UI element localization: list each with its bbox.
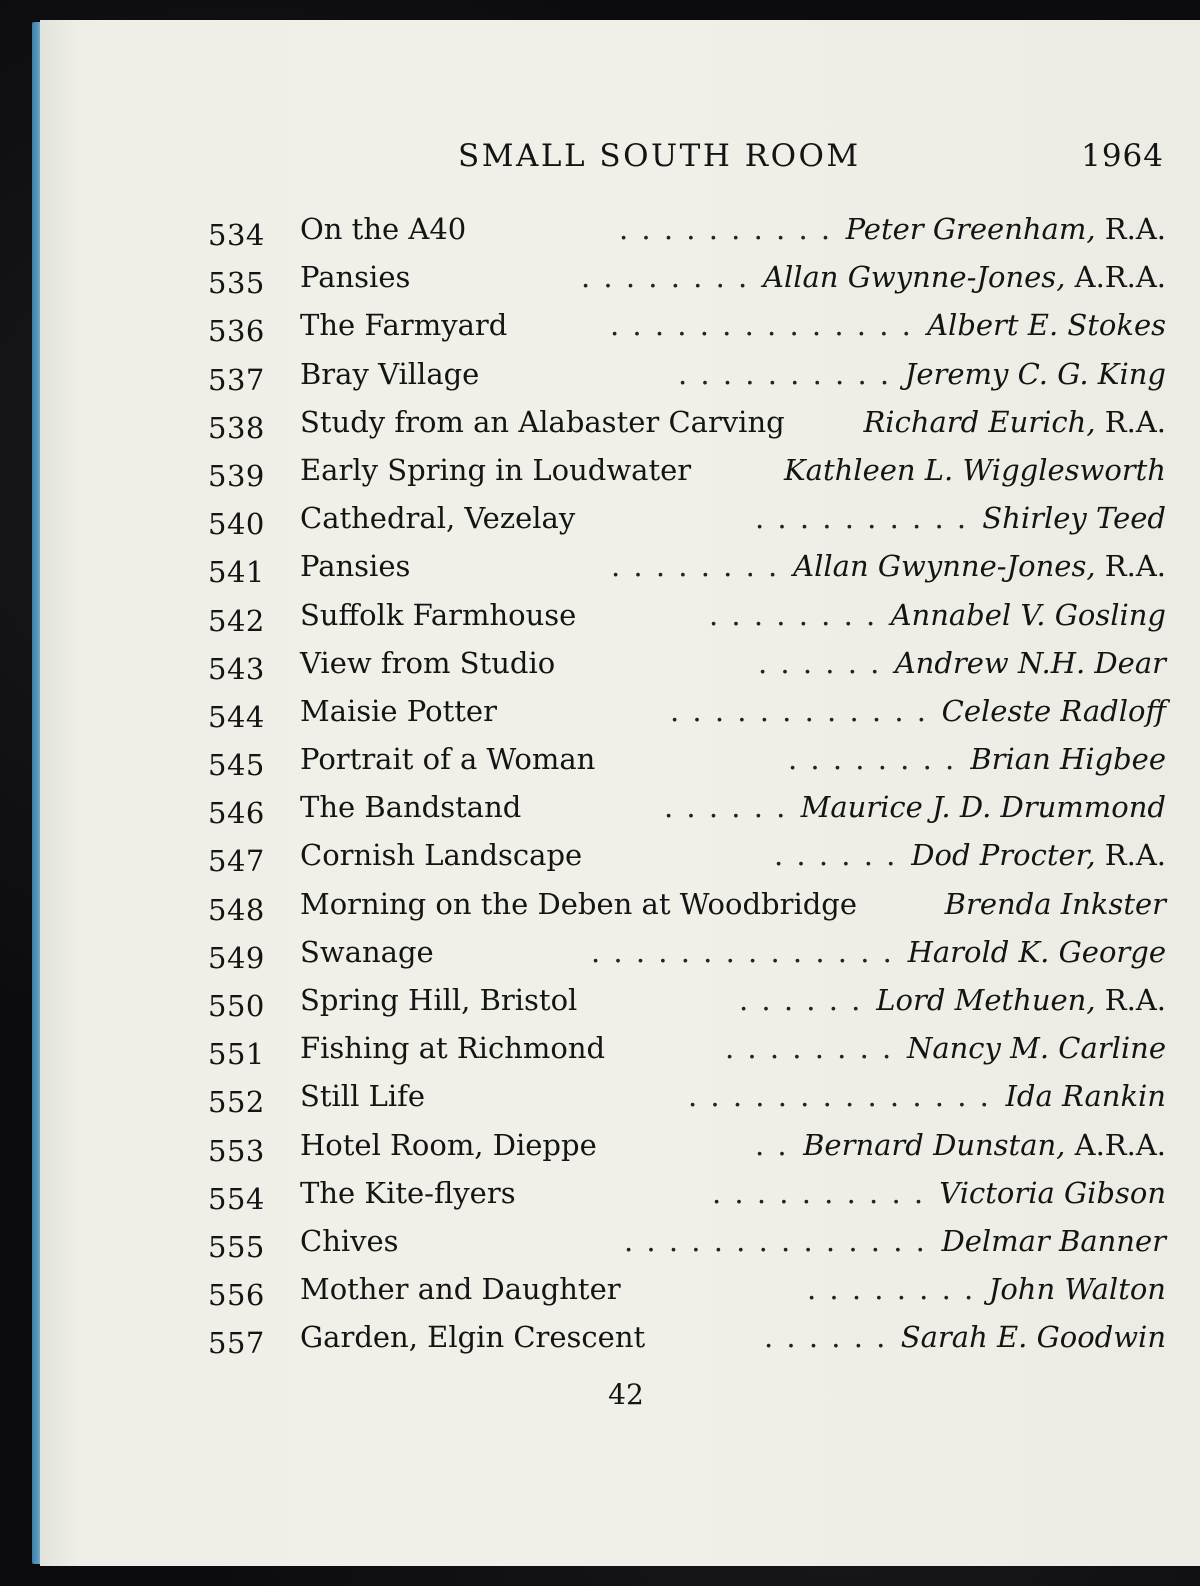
artist-honours: A.R.A. — [1065, 1127, 1166, 1162]
artist-honours: R.A. — [1095, 212, 1166, 246]
entry-artist — [982, 501, 1166, 535]
catalogue-entry — [40, 933, 1200, 981]
entry-title: Portrait of a Woman — [300, 742, 596, 777]
entry-title: On the A40 — [300, 212, 467, 246]
artist-name: Sarah E. Goodwin — [900, 1320, 1166, 1355]
entry-number: 554 — [208, 1181, 265, 1216]
entry-number: 549 — [208, 940, 265, 975]
dot-leader: . . . . . . — [764, 1320, 888, 1355]
entry-title: Fishing at Richmond — [300, 1031, 606, 1066]
artist-name: Allan Gwynne-Jones, — [793, 549, 1096, 584]
artist-name: Brian Higbee — [970, 742, 1166, 777]
catalogue-entry — [40, 403, 1200, 451]
entry-number: 557 — [208, 1326, 265, 1361]
entry-number: 539 — [208, 458, 265, 493]
artist-name: Brenda Inkster — [944, 886, 1166, 921]
entry-title: Mother and Daughter — [300, 1272, 621, 1307]
entry-title: Garden, Elgin Crescent — [300, 1320, 646, 1355]
entry-artist — [846, 212, 1166, 246]
entry-title: Hotel Room, Dieppe — [300, 1127, 597, 1162]
entry-number: 555 — [208, 1229, 265, 1264]
dot-leader: . . — [755, 1127, 789, 1162]
catalogue-entry — [40, 692, 1200, 740]
artist-name: Ida Rankin — [1005, 1079, 1166, 1114]
entry-artist — [784, 453, 1166, 487]
dot-leader: . . . . . . . . . . — [678, 356, 892, 391]
entry-number: 547 — [208, 844, 265, 879]
entry-number: 544 — [208, 699, 265, 734]
artist-name: Bernard Dunstan, — [803, 1127, 1066, 1162]
entry-title: Bray Village — [300, 356, 480, 391]
entry-title: The Farmyard — [300, 308, 508, 343]
entry-number: 540 — [208, 507, 265, 542]
entry-number: 542 — [208, 603, 265, 638]
entry-artist — [939, 1176, 1166, 1210]
catalogue-entry — [40, 885, 1200, 933]
entry-artist — [763, 260, 1166, 294]
entry-artist — [945, 887, 1166, 921]
entry-number: 556 — [208, 1278, 265, 1313]
entry-number: 537 — [208, 362, 265, 397]
catalogue-entry — [40, 788, 1200, 836]
catalogue-entry — [40, 740, 1200, 788]
catalogue-entry — [40, 1222, 1200, 1270]
entry-number: 553 — [208, 1133, 265, 1168]
entry-number: 548 — [208, 892, 265, 927]
entry-number: 538 — [208, 410, 265, 445]
entry-artist — [905, 357, 1166, 391]
catalogue-entry — [40, 1174, 1200, 1222]
entry-number: 536 — [208, 314, 265, 349]
dot-leader: . . . . . . — [758, 645, 882, 680]
catalogue-entry — [40, 547, 1200, 595]
dot-leader: . . . . . . . . — [788, 742, 957, 777]
entry-artist — [803, 1128, 1166, 1162]
entry-artist — [1005, 1079, 1166, 1113]
catalogue-entry — [40, 306, 1200, 354]
entry-artist — [907, 1031, 1166, 1065]
entry-title: Cornish Landscape — [300, 838, 583, 873]
entry-artist — [927, 308, 1166, 342]
entry-artist — [941, 1224, 1166, 1258]
artist-name: Dod Procter, — [911, 838, 1096, 873]
catalogue-entry — [40, 355, 1200, 403]
catalogue-entry-list — [40, 210, 1200, 1367]
dot-leader: . . . . . . . . . . . . — [670, 693, 929, 728]
entry-title: The Kite-flyers — [300, 1175, 516, 1210]
dot-leader: . . . . . . — [774, 838, 898, 873]
entry-artist — [793, 549, 1166, 583]
artist-honours: R.A. — [1095, 404, 1166, 439]
entry-title: Spring Hill, Bristol — [300, 983, 578, 1017]
catalogue-entry — [40, 1270, 1200, 1318]
entry-title: Pansies — [300, 549, 411, 584]
dot-leader: . . . . . . . . . . . . . . — [688, 1079, 991, 1114]
artist-name: Jeremy C. G. King — [904, 356, 1166, 391]
artist-name: Maurice J. D. Drummond — [800, 790, 1166, 825]
dot-leader: . . . . . . . . — [725, 1031, 894, 1066]
entry-number: 550 — [208, 989, 265, 1023]
entry-number: 541 — [208, 555, 265, 590]
entry-title: The Bandstand — [300, 790, 522, 825]
catalogue-entry — [40, 1029, 1200, 1077]
entry-number: 534 — [208, 218, 265, 252]
dot-leader: . . . . . . . . . . . . . . — [591, 934, 894, 969]
catalogue-page — [40, 20, 1200, 1566]
entry-artist — [908, 935, 1166, 969]
entry-artist — [876, 983, 1166, 1017]
dot-leader: . . . . . . . . . . — [712, 1175, 926, 1210]
entry-title: Morning on the Deben at Woodbridge — [300, 886, 858, 921]
artist-name: Annabel V. Gosling — [890, 597, 1166, 632]
page-header — [40, 138, 1200, 182]
artist-name: Victoria Gibson — [939, 1175, 1166, 1210]
entry-artist — [989, 1272, 1166, 1306]
artist-name: Andrew N.H. Dear — [894, 645, 1166, 680]
catalogue-entry — [40, 836, 1200, 884]
entry-title: Cathedral, Vezelay — [300, 501, 576, 536]
entry-title: Still Life — [300, 1079, 425, 1114]
catalogue-entry — [40, 596, 1200, 644]
entry-number: 543 — [208, 651, 265, 686]
artist-name: John Walton — [988, 1272, 1166, 1307]
entry-title: Maisie Potter — [300, 693, 497, 728]
section-title: SMALL SOUTH ROOM — [458, 138, 861, 174]
artist-honours: R.A. — [1095, 983, 1166, 1017]
artist-honours: R.A. — [1095, 549, 1166, 584]
dot-leader: . . . . . . . . . . — [619, 212, 833, 246]
entry-artist — [970, 742, 1166, 776]
entry-artist — [863, 405, 1166, 439]
entry-artist — [942, 694, 1166, 728]
catalogue-entry — [40, 1077, 1200, 1125]
catalogue-entry — [40, 644, 1200, 692]
entry-title: View from Studio — [300, 645, 556, 680]
dot-leader: . . . . . . . . — [611, 549, 780, 584]
catalogue-entry — [40, 258, 1200, 306]
artist-name: Harold K. George — [907, 934, 1166, 969]
artist-honours: R.A. — [1095, 838, 1166, 873]
entry-number: 551 — [208, 1037, 265, 1072]
entry-artist — [911, 838, 1166, 872]
entry-artist — [891, 598, 1166, 632]
entry-number: 552 — [208, 1085, 265, 1120]
dot-leader: . . . . . . . . . . . . . . — [610, 308, 913, 343]
entry-number: 546 — [208, 796, 265, 831]
artist-name: Shirley Teed — [982, 501, 1166, 536]
entry-number: 545 — [208, 748, 265, 783]
entry-artist — [901, 1320, 1166, 1354]
artist-name: Richard Eurich, — [863, 404, 1096, 439]
entry-number: 535 — [208, 266, 265, 301]
artist-name: Albert E. Stokes — [927, 308, 1166, 343]
year-label: 1964 — [1081, 138, 1164, 174]
catalogue-entry — [40, 981, 1200, 1029]
artist-honours: A.R.A. — [1065, 260, 1166, 295]
catalogue-entry — [40, 210, 1200, 258]
artist-name: Celeste Radloff — [941, 693, 1166, 728]
entry-artist — [895, 646, 1166, 680]
catalogue-entry — [40, 451, 1200, 499]
entry-title: Chives — [300, 1223, 399, 1258]
entry-title: Early Spring in Loudwater — [300, 452, 692, 487]
artist-name: Delmar Banner — [941, 1223, 1166, 1258]
dot-leader: . . . . . . . . . . — [755, 501, 969, 536]
dot-leader: . . . . . . . . . . . . . . — [624, 1223, 927, 1258]
entry-title: Swanage — [300, 934, 434, 969]
entry-artist — [801, 790, 1166, 824]
entry-title: Study from an Alabaster Carving — [300, 404, 785, 439]
catalogue-entry — [40, 1318, 1200, 1366]
artist-name: Lord Methuen, — [876, 983, 1096, 1017]
dot-leader: . . . . . . . . — [709, 597, 878, 632]
page-number: 42 — [608, 1378, 644, 1411]
catalogue-entry — [40, 499, 1200, 547]
entry-title: Suffolk Farmhouse — [300, 597, 577, 632]
catalogue-entry — [40, 1126, 1200, 1174]
artist-name: Allan Gwynne-Jones, — [763, 260, 1066, 295]
dot-leader: . . . . . . . . — [581, 260, 750, 295]
artist-name: Nancy M. Carline — [906, 1031, 1166, 1066]
artist-name: Kathleen L. Wigglesworth — [784, 452, 1166, 487]
entry-title: Pansies — [300, 260, 411, 295]
artist-name: Peter Greenham, — [845, 212, 1096, 246]
dot-leader: . . . . . . . . — [807, 1272, 976, 1307]
dot-leader: . . . . . . — [664, 790, 788, 825]
dot-leader: . . . . . . — [739, 983, 863, 1017]
